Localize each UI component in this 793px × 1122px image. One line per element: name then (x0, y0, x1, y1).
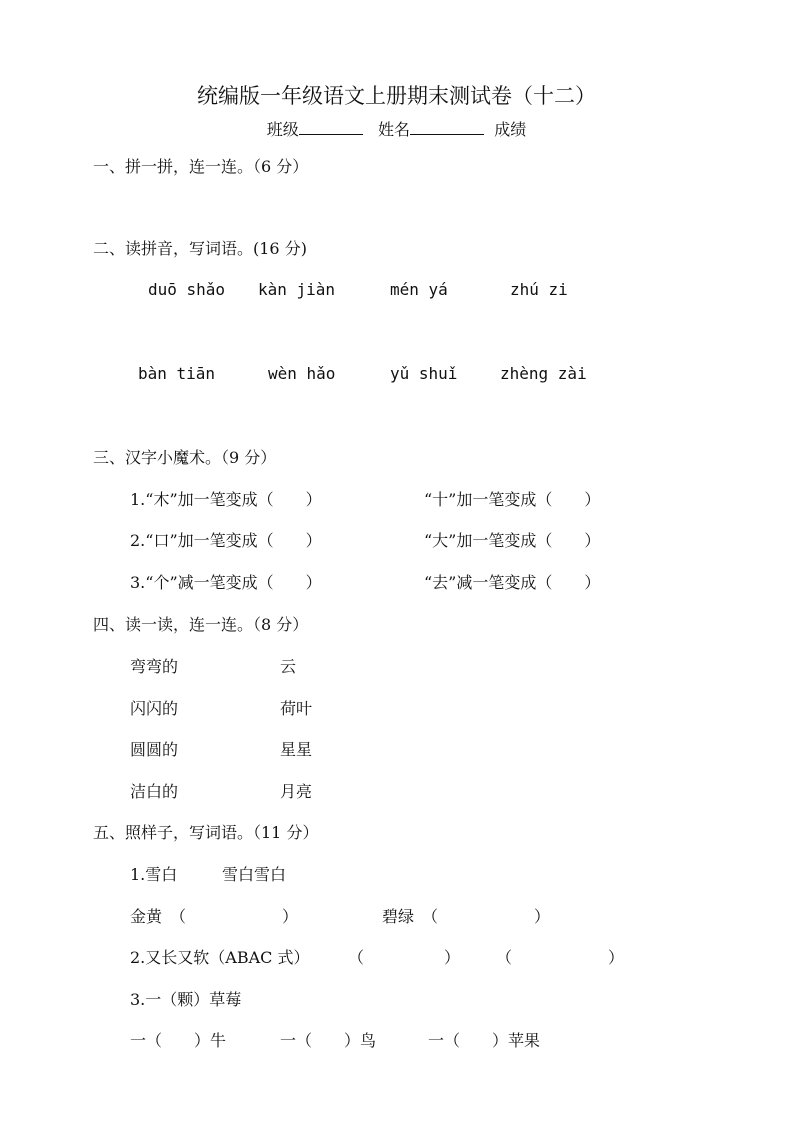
section-5-heading: 五、照样子，写词语。（11 分） (93, 823, 319, 842)
section-4-heading: 四、读一读，连一连。（8 分） (93, 615, 309, 634)
word-question: 2.又长又软（ABAC 式） (130, 948, 310, 967)
name-label: 姓名 (378, 120, 411, 139)
pinyin-item: bàn tiān (138, 364, 216, 383)
section-1-heading: 一、拼一拼，连一连。（6 分） (93, 157, 309, 176)
score-label: 成绩 (494, 120, 527, 139)
student-info (0, 117, 793, 140)
match-right-item: 星星 (280, 740, 313, 759)
match-left-item: 弯弯的 (130, 657, 179, 676)
pinyin-item: yǔ shuǐ (390, 364, 458, 383)
section-2-heading: 二、读拼音，写词语。(16 分) (93, 239, 307, 258)
magic-question: 1.“木”加一笔变成（ ） (130, 490, 322, 509)
pinyin-item: wèn hǎo (268, 364, 336, 383)
measure-word-question: 一（ ）苹果 (428, 1031, 541, 1050)
match-right-item: 云 (280, 657, 297, 676)
name-blank (410, 118, 484, 135)
answer-blank: （ ） (348, 948, 461, 967)
magic-question: 3.“个”减一笔变成（ ） (130, 573, 322, 592)
page-title: 统编版一年级语文上册期末测试卷（十二） (197, 84, 596, 108)
magic-question: “十”加一笔变成（ ） (424, 490, 601, 509)
match-left-item: 洁白的 (130, 782, 179, 801)
class-blank (299, 118, 363, 135)
magic-question: “大”加一笔变成（ ） (424, 531, 601, 550)
pinyin-item: zhú zi (510, 280, 568, 299)
example-answer: 雪白雪白 (222, 865, 287, 884)
pinyin-item: kàn jiàn (258, 280, 336, 299)
match-right-item: 月亮 (280, 782, 313, 801)
magic-question: 2.“口”加一笔变成（ ） (130, 531, 322, 550)
pinyin-item: duō shǎo (148, 280, 226, 299)
match-left-item: 闪闪的 (130, 699, 179, 718)
example-word: 1.雪白 (130, 865, 178, 884)
class-label: 班级 (266, 120, 299, 139)
magic-question: “去”减一笔变成（ ） (424, 573, 601, 592)
pinyin-item: zhèng zài (500, 364, 587, 383)
measure-word-question: 一（ ）鸟 (280, 1031, 377, 1050)
match-right-item: 荷叶 (280, 699, 313, 718)
word-question: 碧绿 （ ） (382, 907, 551, 926)
pinyin-item: mén yá (390, 280, 448, 299)
section-3-heading: 三、汉字小魔术。（9 分） (93, 448, 277, 467)
word-question: 3.一（颗）草莓 (130, 990, 242, 1009)
word-question: 金黄 （ ） (130, 907, 299, 926)
measure-word-question: 一（ ）牛 (130, 1031, 227, 1050)
match-left-item: 圆圆的 (130, 740, 179, 759)
answer-blank: （ ） (496, 948, 625, 967)
